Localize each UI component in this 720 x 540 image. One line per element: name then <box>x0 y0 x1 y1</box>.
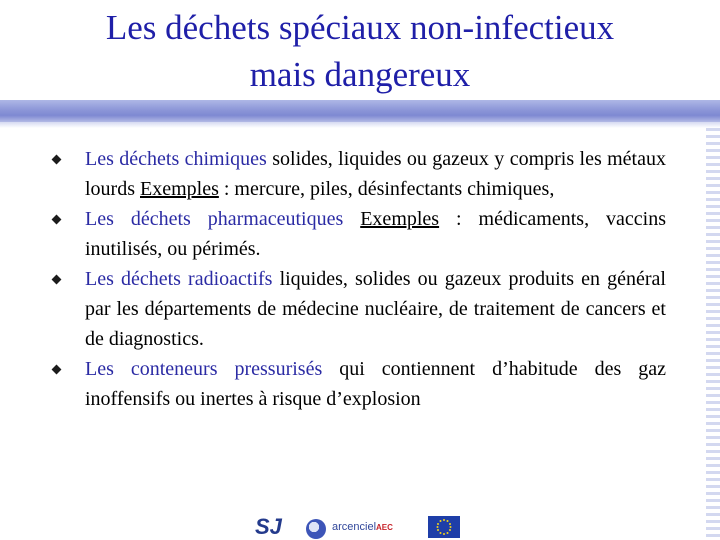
arcenciel-logo-icon <box>306 519 326 539</box>
bullet-item-pressurized <box>53 354 666 414</box>
bullet-diamond-icon <box>52 365 62 375</box>
bullet-text: solides, liquides ou gazeux y compris les métaux lourds <box>85 148 666 200</box>
arcenciel-logo-text: arcenciel <box>332 521 377 533</box>
title-divider-band <box>0 100 720 122</box>
bullet-text: liquides, solides ou gazeux produits en général par les départements de médecine nucléaire, de traitement de cancers et de diagnostics. <box>85 268 666 350</box>
bullet-diamond-icon <box>52 155 62 165</box>
bullet-tail: : médicaments, vaccins inutilisés, ou périmés. <box>85 208 666 260</box>
bullet-list <box>53 144 666 414</box>
bullet-head: Les conteneurs pressurisés <box>85 358 323 380</box>
example-label: Exemples <box>140 178 219 200</box>
bullet-text <box>343 208 360 230</box>
bullet-head: Les déchets radioactifs <box>85 268 273 290</box>
bullet-item-chemical <box>53 144 666 204</box>
example-label: Exemples <box>360 208 440 230</box>
arcenciel-logo <box>332 521 393 533</box>
right-edge-decoration <box>706 128 720 540</box>
arcenciel-logo-sub: AEC <box>376 523 393 532</box>
bullet-item-pharmaceutical <box>53 204 666 264</box>
sj-logo <box>255 514 282 540</box>
bullet-diamond-icon <box>52 275 62 285</box>
bullet-tail: : mercure, piles, désinfectants chimiques, <box>218 178 555 200</box>
footer-logos <box>0 510 720 540</box>
bullet-diamond-icon <box>52 215 62 225</box>
bullet-head: Les déchets chimiques <box>85 148 267 170</box>
bullet-text: qui contiennent d’habitude des gaz inoffensifs ou inertes à risque d’explosion <box>85 358 666 410</box>
page-title-line-2: mais dangereux <box>249 55 471 94</box>
bullet-head: Les déchets pharmaceutiques <box>85 208 344 230</box>
eu-flag-icon <box>428 516 460 538</box>
title-divider-shadow <box>0 122 720 128</box>
bullet-item-radioactive <box>53 264 666 354</box>
page-title-line-1: Les déchets spéciaux non-infectieux <box>105 8 615 47</box>
sj-logo-text: SJ <box>255 514 282 539</box>
